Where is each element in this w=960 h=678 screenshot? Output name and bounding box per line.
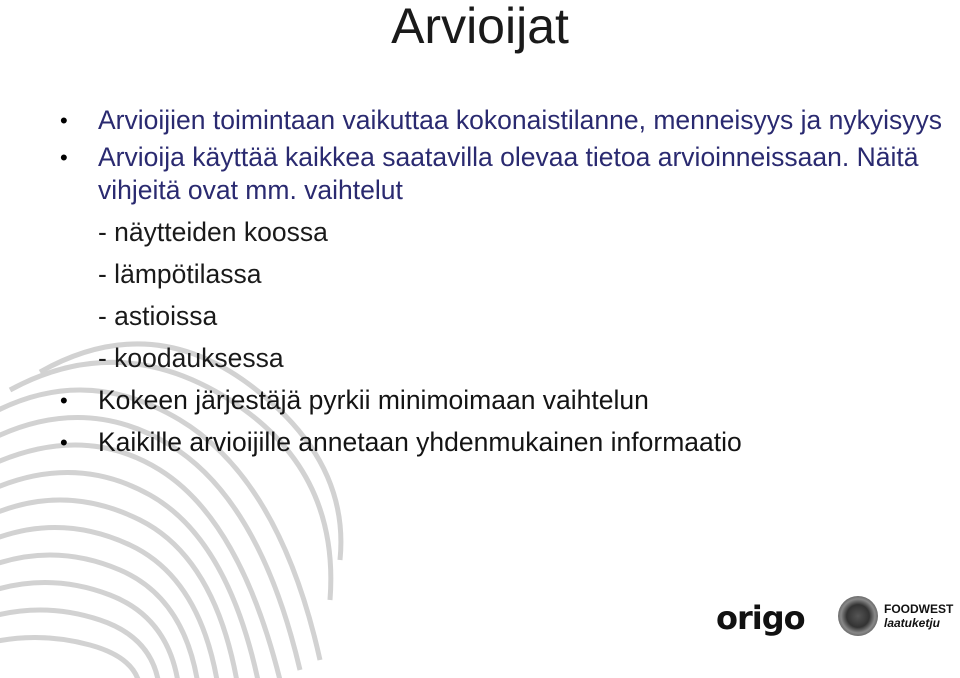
bullet-icon: • (60, 430, 68, 455)
list-item (60, 141, 950, 207)
bullet-text: Arvioijien toimintaan vaikuttaa kokonaistilanne, menneisyys ja nykyisyys (98, 105, 942, 135)
list-item (60, 384, 950, 417)
foodwest-logo-icon (838, 596, 878, 636)
foodwest-logo-text: FOODWEST (884, 602, 954, 616)
bullet-text: Arvioija käyttää kaikkea saatavilla olevaa tietoa arvioinneissaan. Näitä vihjeitä ovat mm. vaihtelut (98, 142, 919, 205)
bullet-icon: • (60, 388, 68, 413)
list-item (60, 104, 950, 137)
bullet-text: Kaikille arvioijille annetaan yhdenmukainen informaatio (98, 427, 742, 457)
list-item (60, 426, 950, 459)
footer-logos (716, 594, 960, 642)
sub-item: - lämpötilassa (98, 259, 262, 289)
bullet-icon: • (60, 108, 68, 133)
foodwest-logo-subtext: laatuketju (884, 616, 941, 630)
sub-item: - koodauksessa (98, 343, 284, 373)
origo-logo: origo (716, 599, 805, 637)
bullet-list (60, 104, 950, 459)
slide-title: Arvioijat (391, 0, 569, 54)
sub-item: - astioissa (98, 301, 218, 331)
sub-item: - näytteiden koossa (98, 217, 328, 247)
bullet-text: Kokeen järjestäjä pyrkii minimoimaan vaihtelun (98, 385, 649, 415)
bullet-icon: • (60, 145, 68, 170)
